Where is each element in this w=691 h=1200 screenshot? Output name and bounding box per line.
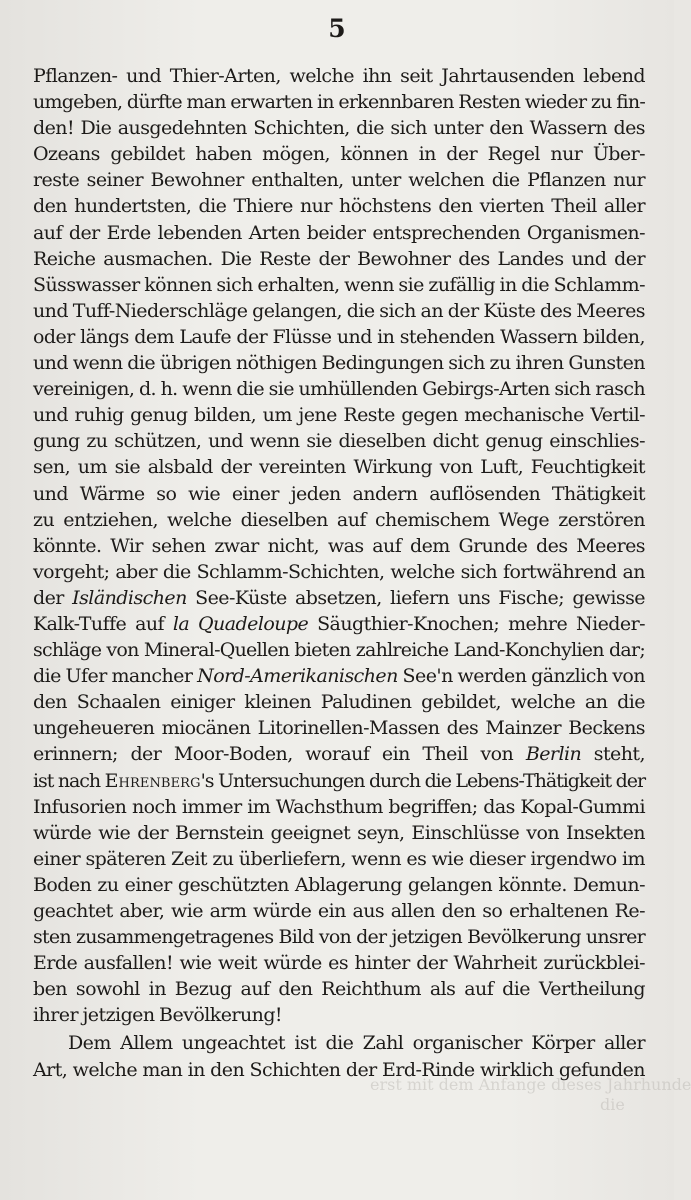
text-run: schläge von Mineral-Quellen bieten zahlreiche Land-Konchylien dar; [33,639,645,662]
text-run: sten zusammengetragenes Bild von der jetzigen Bevölkerung unsrer [33,926,645,949]
text-line [33,611,645,637]
text-line [33,246,645,272]
text-line [33,559,645,585]
text-run: Erde ausfallen! wie weit würde es hinter der Wahrheit zurückblei- [33,952,645,975]
text-run: den Schaalen einiger kleinen Paludinen gebildet, welche an die [33,691,645,714]
text-run: Kalk-Tuffe auf [33,612,173,635]
text-line [33,507,645,533]
text-run: Süsswasser können sich erhalten, wenn sie zufällig in die Schlamm- [33,273,645,296]
text-run: auf der Erde lebenden Arten beider entsprechenden Organismen- [33,221,645,244]
show-through-line: die [600,1095,625,1114]
text-line [33,794,645,820]
text-line [33,402,645,428]
text-run: Boden zu einer geschützten Ablagerung gelangen könnte. Demun- [33,873,645,896]
text-line [33,1030,645,1056]
text-run: Pflanzen- und Thier-Arten, welche ihn seit Jahrtausenden lebend [33,65,645,87]
text-line [33,350,645,376]
text-run: sen, um sie alsbald der vereinten Wirkung von Luft, Feuchtigkeit [33,456,645,479]
text-run: Ozeans gebildet haben mögen, können in der Regel nur Über- [33,143,645,166]
show-through-line: erst mit dem Anfange dieses Jahrhunde [370,1075,691,1094]
text-run: steht, [581,743,646,766]
text-run: Dem Allem ungeachtet ist die Zahl organischer Körper aller [68,1032,645,1055]
text-line [33,976,645,1002]
italic-term: Nord-Amerikanischen [197,665,398,688]
text-run: zu entziehen, welche dieselben auf chemischem Wege zerstören [33,508,645,531]
page-number: 5 [328,14,346,43]
text-run: und ruhig genug bilden, um jene Reste gegen mechanische Vertil- [33,404,645,427]
text-line [33,1057,645,1083]
text-line [33,715,645,741]
text-line [33,324,645,350]
text-run: ben sowohl in Bezug auf den Reichthum als auf die Vertheilung [33,978,645,1001]
text-line [33,950,645,976]
text-line [33,585,645,611]
italic-term: la Quadeloupe [172,612,309,635]
body-text [33,63,645,1083]
text-line [33,115,645,141]
text-run: ungeheueren miocänen Litorinellen-Massen des Mainzer Beckens [33,717,645,740]
text-line [33,689,645,715]
text-run: ihrer jetzigen Bevölkerung! [33,1004,283,1027]
text-run: und Wärme so wie einer jeden andern auflösenden Thätigkeit [33,482,645,505]
text-line [33,272,645,298]
text-line [33,63,645,89]
italic-term: Isländischen [72,586,187,609]
text-run: und wenn die übrigen nöthigen Bedingungen sich zu ihren Gunsten [33,352,645,375]
text-line [33,533,645,559]
text-line [33,167,645,193]
text-run: gung zu schützen, und wenn sie dieselben dicht genug einschlies- [33,430,645,453]
text-line [33,924,645,950]
text-run: vorgeht; aber die Schlamm-Schichten, welche sich fortwährend an [33,560,645,583]
text-line [33,846,645,872]
text-line [33,89,645,115]
text-line [33,741,645,767]
text-line [33,141,645,167]
text-run: den! Die ausgedehnten Schichten, die sich unter den Wassern des [33,117,645,140]
text-run: vereinigen, d. h. wenn die sie umhüllenden Gebirgs-Arten sich rasch [33,378,645,401]
text-run: See-Küste absetzen, liefern uns Fische; gewisse [186,586,645,609]
text-run: reste seiner Bewohner enthalten, unter welchen die Pflanzen nur [33,169,645,192]
text-line [33,898,645,924]
text-run: Reiche ausmachen. Die Reste der Bewohner des Landes und der [33,247,645,270]
text-run: umgeben, dürfte man erwarten in erkennbaren Resten wieder zu fin- [33,91,645,114]
text-line [33,637,645,663]
author-name: Ehrenberg [104,769,201,792]
text-run: den hundertsten, die Thiere nur höchstens den vierten Theil aller [33,195,645,218]
text-run: See'n werden gänzlich von [397,665,645,688]
text-run: 's Untersuchungen durch die Lebens-Thätigkeit der [200,769,645,792]
text-line [33,481,645,507]
text-line [33,376,645,402]
text-line [33,298,645,324]
text-line [33,428,645,454]
text-run: erinnern; der Moor-Boden, worauf ein Theil von [33,743,526,766]
italic-term: Berlin [525,743,582,766]
text-run: Art, welche man in den Schichten der Erd-Rinde wirklich gefunden [33,1058,645,1081]
text-line [33,454,645,480]
text-line [33,872,645,898]
text-line [33,220,645,246]
text-run: Infusorien noch immer im Wachsthum begriffen; das Kopal-Gummi [33,795,645,818]
text-run: geachtet aber, wie arm würde ein aus allen den so erhaltenen Re- [33,900,645,922]
text-run: ist nach [33,769,105,792]
text-run: oder längs dem Laufe der Flüsse und in stehenden Wassern bilden, [33,325,645,348]
text-run: Säugthier-Knochen; mehre Nieder- [308,612,645,635]
text-line [33,663,645,689]
text-run: einer späteren Zeit zu überliefern, wenn es wie dieser irgendwo im [33,847,645,870]
text-run: würde wie der Bernstein geeignet seyn, Einschlüsse von Insekten [33,821,645,844]
text-line [33,820,645,846]
text-run: die Ufer mancher [33,665,198,688]
text-run: und Tuff-Niederschläge gelangen, die sich an der Küste des Meeres [33,299,645,322]
text-line [33,1002,645,1028]
text-line [33,768,645,794]
text-line [33,193,645,219]
text-run: der [33,586,73,609]
text-run: könnte. Wir sehen zwar nicht, was auf dem Grunde des Meeres [33,534,645,557]
